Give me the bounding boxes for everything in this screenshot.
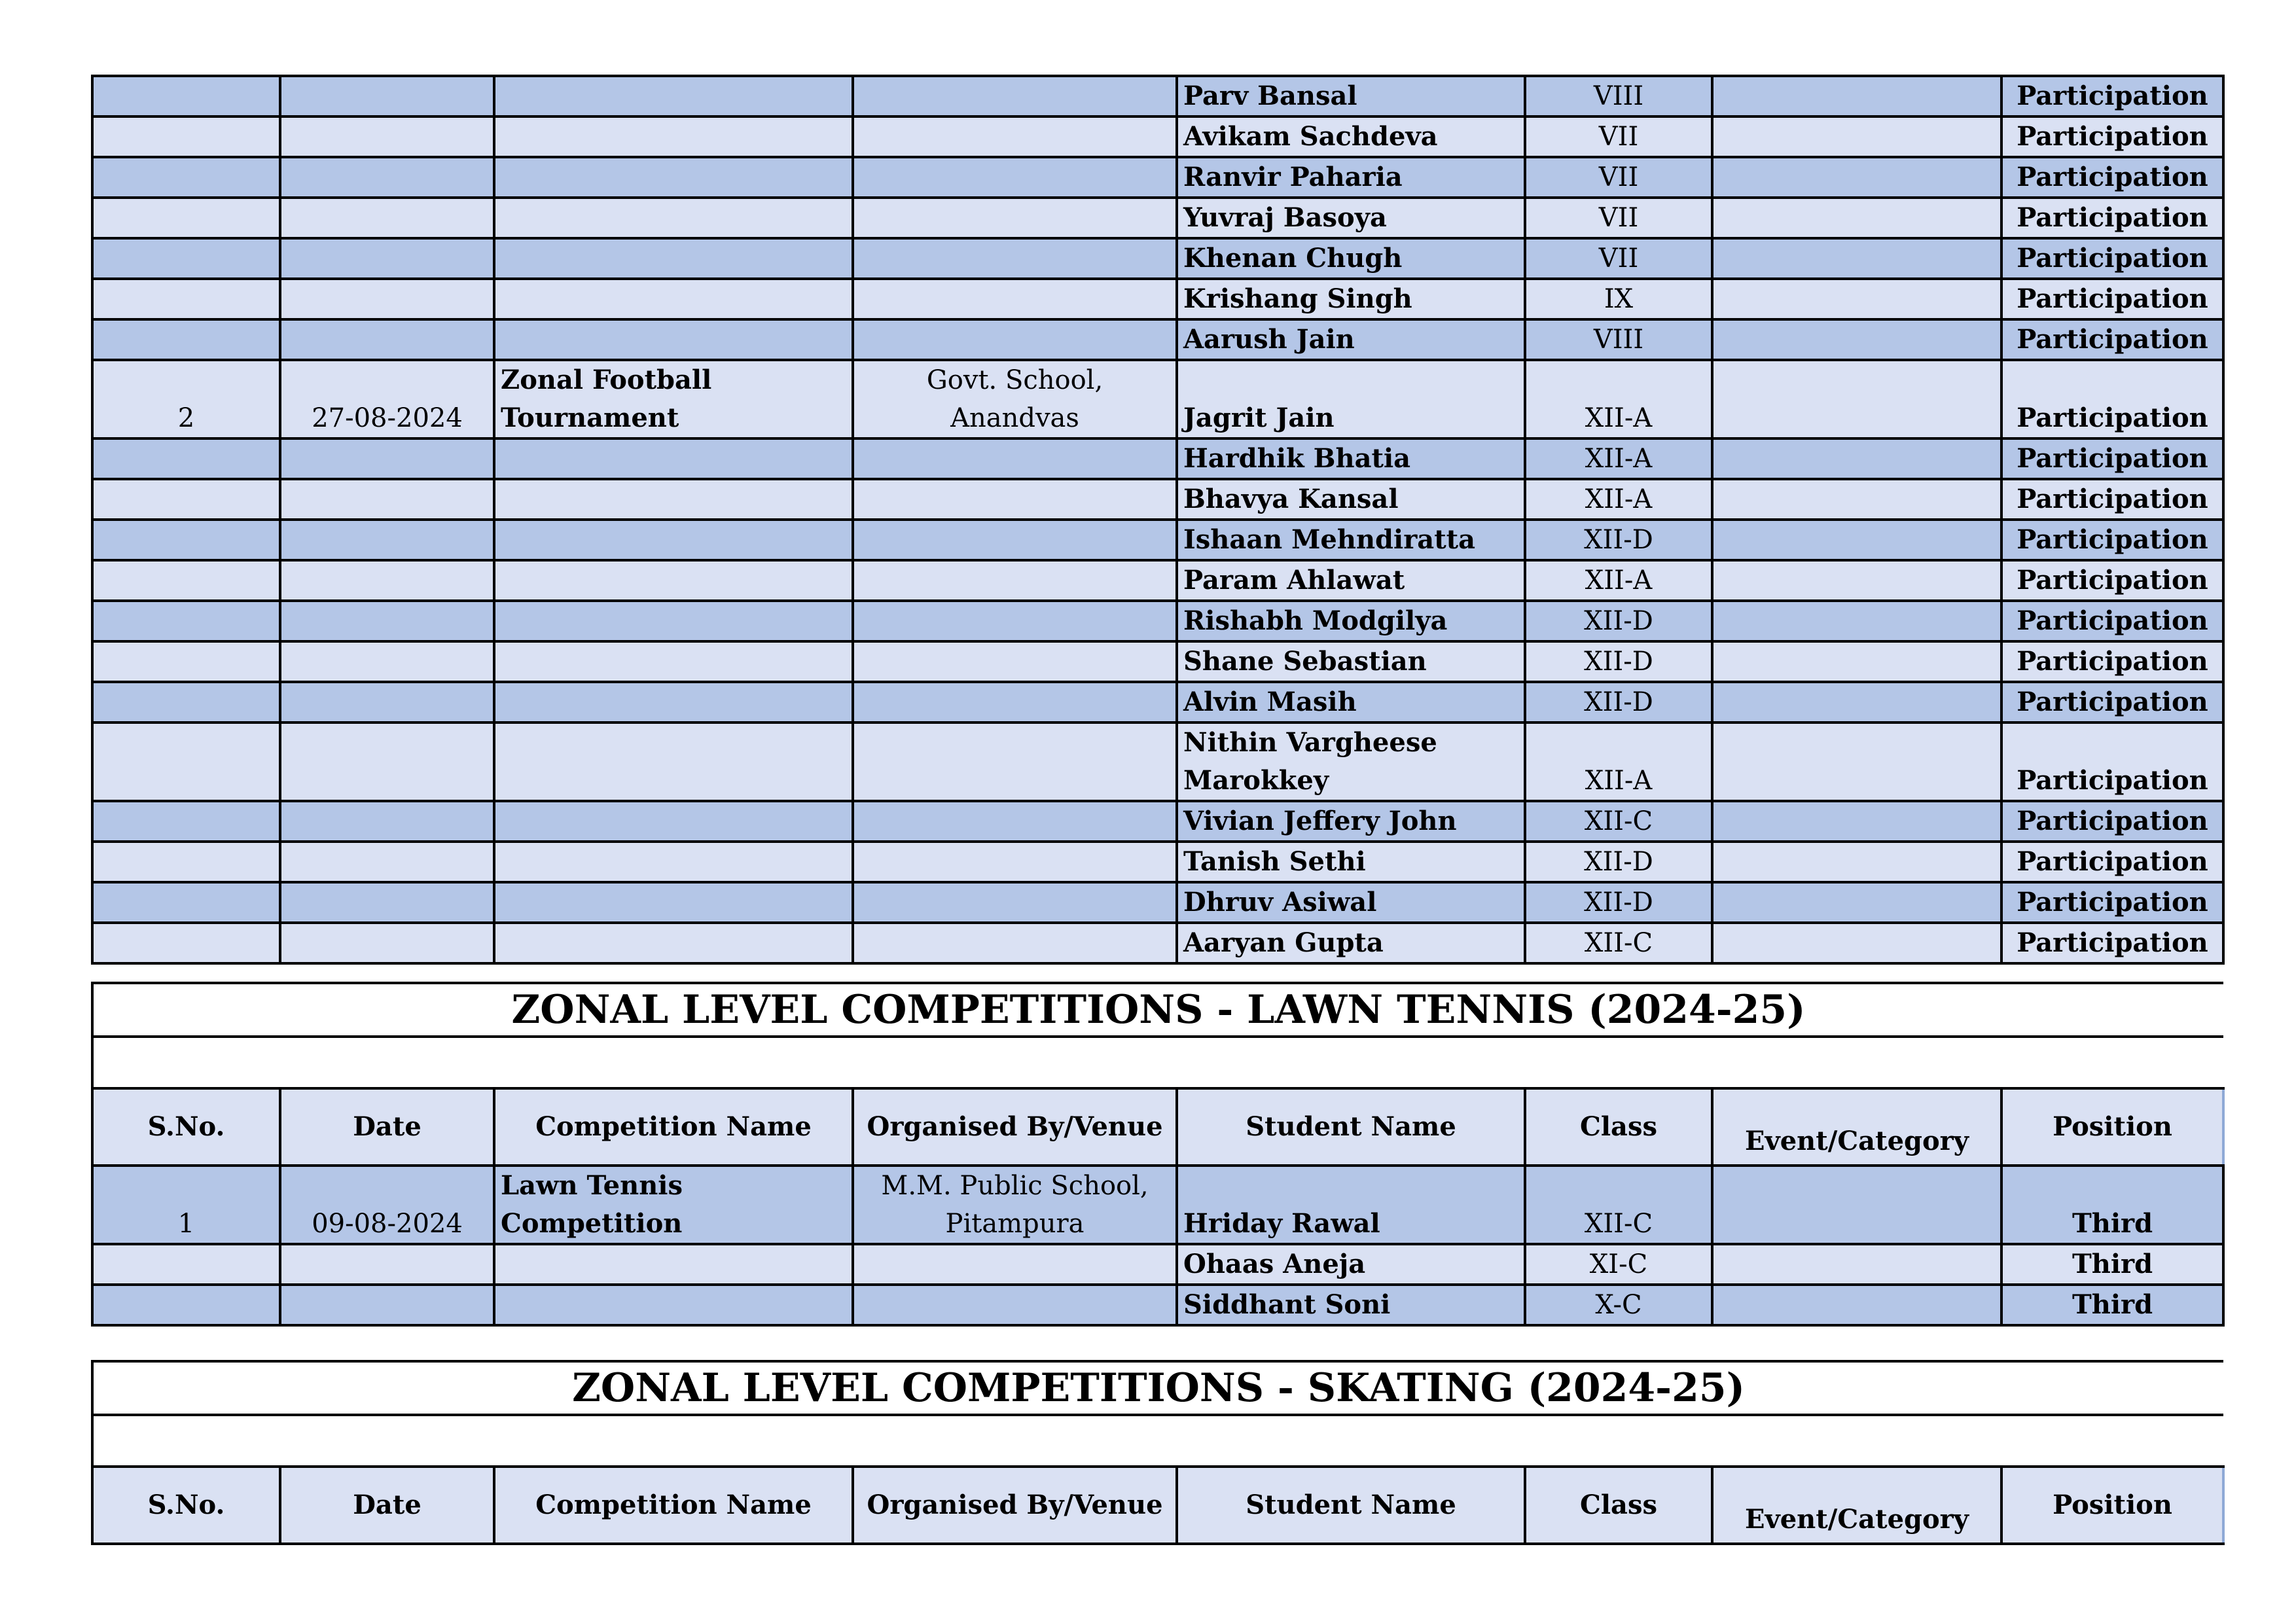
cell-venue [853,842,1177,882]
header-event: Event/Category [1712,1088,2001,1166]
spacer-row [92,1037,2223,1088]
cell-student: Shane Sebastian [1177,641,1525,682]
cell-sno [92,116,280,157]
cell-competition [494,279,853,319]
cell-sno [92,1244,280,1285]
cell-student: Tanish Sethi [1177,842,1525,882]
cell-competition [494,923,853,963]
header-venue: Organised By/Venue [853,1467,1177,1544]
cell-venue [853,801,1177,842]
cell-position: Participation [2001,116,2223,157]
cell-date [280,479,494,520]
cell-sno [92,279,280,319]
cell-sno [92,1285,280,1325]
cell-date [280,116,494,157]
table-row [92,520,2223,560]
cell-date [280,198,494,238]
cell-position: Participation [2001,801,2223,842]
cell-date [280,76,494,116]
cell-sno [92,682,280,722]
cell-student: Ishaan Mehndiratta [1177,520,1525,560]
cell-event [1712,842,2001,882]
cell-event [1712,1166,2001,1244]
cell-position: Participation [2001,520,2223,560]
cell-event [1712,76,2001,116]
header-class: Class [1525,1088,1712,1166]
cell-competition [494,641,853,682]
cell-position: Participation [2001,438,2223,479]
cell-sno [92,722,280,801]
cell-class: XII-D [1525,601,1712,641]
cell-sno [92,641,280,682]
cell-class: XII-C [1525,801,1712,842]
cell-date [280,801,494,842]
cell-event [1712,641,2001,682]
cell-class: XII-A [1525,438,1712,479]
cell-date [280,157,494,198]
header-sno: S.No. [92,1088,280,1166]
cell-event [1712,238,2001,279]
cell-venue [853,722,1177,801]
cell-student: Yuvraj Basoya [1177,198,1525,238]
cell-venue [853,157,1177,198]
cell-position: Participation [2001,682,2223,722]
cell-position: Participation [2001,923,2223,963]
cell-event [1712,319,2001,360]
cell-sno [92,801,280,842]
cell-student: Hriday Rawal [1177,1166,1525,1244]
table-row [92,1244,2223,1285]
cell-student: Ohaas Aneja [1177,1244,1525,1285]
cell-competition [494,319,853,360]
cell-sno [92,560,280,601]
cell-venue [853,279,1177,319]
cell-position: Participation [2001,157,2223,198]
cell-venue [853,76,1177,116]
cell-date [280,842,494,882]
cell-student: Hardhik Bhatia [1177,438,1525,479]
cell-date [280,882,494,923]
cell-competition [494,198,853,238]
cell-venue [853,438,1177,479]
table-row [92,682,2223,722]
table-row [92,479,2223,520]
cell-class: VIII [1525,76,1712,116]
cell-sno [92,157,280,198]
cell-venue [853,560,1177,601]
cell-venue [853,198,1177,238]
cell-venue: M.M. Public School, Pitampura [853,1166,1177,1244]
cell-competition [494,116,853,157]
header-position: Position [2001,1467,2223,1544]
cell-event [1712,882,2001,923]
cell-venue [853,682,1177,722]
cell-event [1712,923,2001,963]
table-row [92,438,2223,479]
cell-date [280,520,494,560]
cell-position: Participation [2001,560,2223,601]
cell-position: Participation [2001,882,2223,923]
cell-date [280,1285,494,1325]
cell-event [1712,360,2001,438]
table-row [92,1285,2223,1325]
table-row [92,76,2223,116]
table-row [92,560,2223,601]
cell-event [1712,1244,2001,1285]
header-sno: S.No. [92,1467,280,1544]
header-position: Position [2001,1088,2223,1166]
cell-date [280,319,494,360]
cell-venue [853,923,1177,963]
cell-competition [494,801,853,842]
cell-class: X-C [1525,1285,1712,1325]
cell-competition [494,520,853,560]
cell-venue [853,882,1177,923]
spacer-row [92,1415,2223,1467]
cell-event [1712,1285,2001,1325]
cell-class: XII-D [1525,520,1712,560]
header-competition: Competition Name [494,1088,853,1166]
cell-date: 09-08-2024 [280,1166,494,1244]
cell-venue [853,319,1177,360]
cell-event [1712,520,2001,560]
cell-venue [853,238,1177,279]
lawn-tennis-table [91,982,2225,1327]
header-venue: Organised By/Venue [853,1088,1177,1166]
cell-competition [494,438,853,479]
cell-class: VII [1525,238,1712,279]
cell-competition [494,479,853,520]
cell-date [280,279,494,319]
cell-venue [853,1285,1177,1325]
cell-event [1712,682,2001,722]
header-student: Student Name [1177,1088,1525,1166]
table-row [92,238,2223,279]
cell-position: Participation [2001,76,2223,116]
cell-student: Vivian Jeffery John [1177,801,1525,842]
cell-class: XII-A [1525,560,1712,601]
cell-sno [92,76,280,116]
cell-date [280,601,494,641]
cell-sno: 1 [92,1166,280,1244]
cell-date [280,438,494,479]
cell-competition [494,1244,853,1285]
cell-venue [853,1244,1177,1285]
cell-position: Participation [2001,198,2223,238]
cell-class: VII [1525,157,1712,198]
cell-date [280,722,494,801]
cell-competition [494,842,853,882]
cell-date [280,560,494,601]
table-row [92,279,2223,319]
cell-date [280,923,494,963]
cell-venue [853,116,1177,157]
cell-event [1712,157,2001,198]
cell-class: IX [1525,279,1712,319]
cell-position: Participation [2001,842,2223,882]
cell-event [1712,560,2001,601]
cell-competition [494,1285,853,1325]
football-table [91,75,2225,965]
cell-class: XII-D [1525,682,1712,722]
cell-class: XI-C [1525,1244,1712,1285]
cell-venue [853,479,1177,520]
cell-class: XII-C [1525,1166,1712,1244]
cell-event [1712,438,2001,479]
table-row [92,601,2223,641]
cell-position: Participation [2001,360,2223,438]
cell-student: Rishabh Modgilya [1177,601,1525,641]
cell-date [280,641,494,682]
table-row [92,842,2223,882]
cell-position: Participation [2001,601,2223,641]
cell-event [1712,722,2001,801]
cell-date: 27-08-2024 [280,360,494,438]
cell-date [280,238,494,279]
table-row [92,722,2223,801]
table-row [92,319,2223,360]
cell-student: Parv Bansal [1177,76,1525,116]
cell-competition [494,682,853,722]
cell-event [1712,116,2001,157]
cell-position: Third [2001,1166,2223,1244]
cell-date [280,682,494,722]
cell-student: Avikam Sachdeva [1177,116,1525,157]
cell-position: Participation [2001,722,2223,801]
cell-position: Participation [2001,319,2223,360]
cell-position: Participation [2001,279,2223,319]
cell-event [1712,479,2001,520]
cell-competition [494,560,853,601]
cell-competition [494,238,853,279]
header-date: Date [280,1467,494,1544]
cell-class: XII-A [1525,479,1712,520]
cell-student: Jagrit Jain [1177,360,1525,438]
cell-student: Krishang Singh [1177,279,1525,319]
header-student: Student Name [1177,1467,1525,1544]
cell-sno [92,923,280,963]
cell-sno: 2 [92,360,280,438]
table-row [92,157,2223,198]
cell-event [1712,601,2001,641]
cell-date [280,1244,494,1285]
cell-position: Participation [2001,238,2223,279]
table-row [92,116,2223,157]
cell-student: Siddhant Soni [1177,1285,1525,1325]
cell-class: XII-D [1525,641,1712,682]
table-row [92,882,2223,923]
cell-sno [92,882,280,923]
cell-competition [494,76,853,116]
cell-class: XII-A [1525,722,1712,801]
cell-sno [92,238,280,279]
cell-competition [494,601,853,641]
table-row [92,801,2223,842]
cell-competition: Lawn Tennis Competition [494,1166,853,1244]
skating-title: ZONAL LEVEL COMPETITIONS - SKATING (2024-25) [92,1361,2223,1415]
cell-venue [853,641,1177,682]
skating-table [91,1360,2225,1545]
cell-sno [92,842,280,882]
cell-sno [92,520,280,560]
table-row [92,198,2223,238]
cell-event [1712,198,2001,238]
cell-class: VII [1525,116,1712,157]
cell-venue [853,601,1177,641]
cell-competition [494,722,853,801]
cell-student: Alvin Masih [1177,682,1525,722]
cell-student: Ranvir Paharia [1177,157,1525,198]
cell-class: XII-D [1525,842,1712,882]
cell-competition [494,157,853,198]
cell-sno [92,198,280,238]
cell-competition [494,882,853,923]
header-competition: Competition Name [494,1467,853,1544]
table-row [92,923,2223,963]
cell-sno [92,438,280,479]
cell-position: Participation [2001,479,2223,520]
cell-student: Khenan Chugh [1177,238,1525,279]
cell-student: Param Ahlawat [1177,560,1525,601]
cell-event [1712,801,2001,842]
cell-sno [92,479,280,520]
cell-student: Aaryan Gupta [1177,923,1525,963]
table-row [92,360,2223,438]
cell-student: Aarush Jain [1177,319,1525,360]
cell-student: Bhavya Kansal [1177,479,1525,520]
cell-class: XII-D [1525,882,1712,923]
header-class: Class [1525,1467,1712,1544]
cell-class: XII-A [1525,360,1712,438]
cell-student: Dhruv Asiwal [1177,882,1525,923]
cell-class: VIII [1525,319,1712,360]
cell-venue [853,520,1177,560]
cell-class: VII [1525,198,1712,238]
cell-student: Nithin Vargheese Marokkey [1177,722,1525,801]
header-event: Event/Category [1712,1467,2001,1544]
cell-position: Participation [2001,641,2223,682]
cell-sno [92,319,280,360]
cell-sno [92,601,280,641]
header-date: Date [280,1088,494,1166]
lawn-tennis-title: ZONAL LEVEL COMPETITIONS - LAWN TENNIS (2024-25) [92,983,2223,1037]
table-row [92,1166,2223,1244]
cell-position: Third [2001,1244,2223,1285]
cell-event [1712,279,2001,319]
cell-venue: Govt. School, Anandvas [853,360,1177,438]
cell-class: XII-C [1525,923,1712,963]
table-row [92,641,2223,682]
cell-competition: Zonal Football Tournament [494,360,853,438]
cell-position: Third [2001,1285,2223,1325]
